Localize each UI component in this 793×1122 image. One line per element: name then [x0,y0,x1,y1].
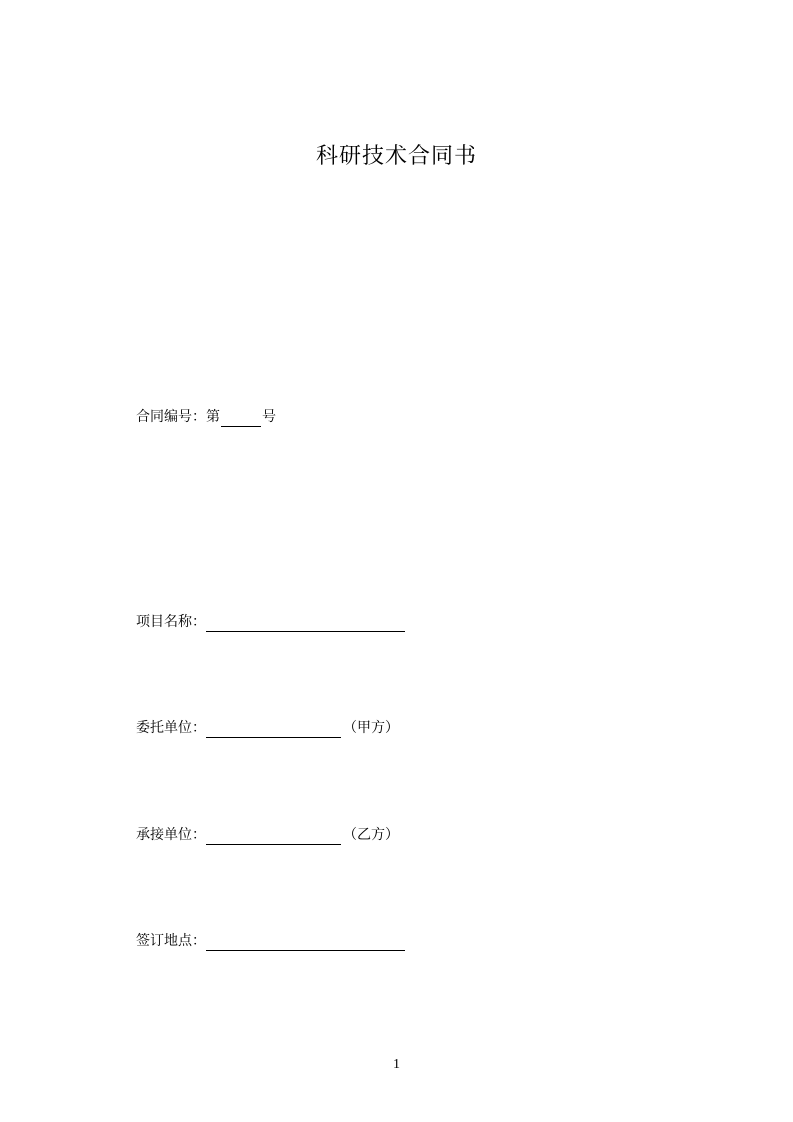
client-unit-label: 委托单位： [136,720,206,736]
document-title: 科研技术合同书 [315,144,477,169]
contract-number-label: 合同编号：第 [136,409,220,425]
client-unit-suffix: （甲方） [343,720,399,736]
contract-number-line [136,407,276,427]
signing-place-blank [206,934,405,951]
project-name-line [136,612,405,632]
contract-number-blank [221,410,261,427]
contract-number-suffix: 号 [262,409,276,425]
project-name-blank [206,615,405,632]
contractor-unit-blank [206,828,341,845]
signing-place-label: 签订地点： [136,933,206,949]
page-number: 1 [393,1057,400,1072]
contractor-unit-line [136,825,399,845]
client-unit-blank [206,721,341,738]
signing-place-line [136,931,405,951]
project-name-label: 项目名称： [136,614,206,630]
client-unit-line [136,718,399,738]
contractor-unit-label: 承接单位： [136,827,206,843]
contractor-unit-suffix: （乙方） [343,827,399,843]
